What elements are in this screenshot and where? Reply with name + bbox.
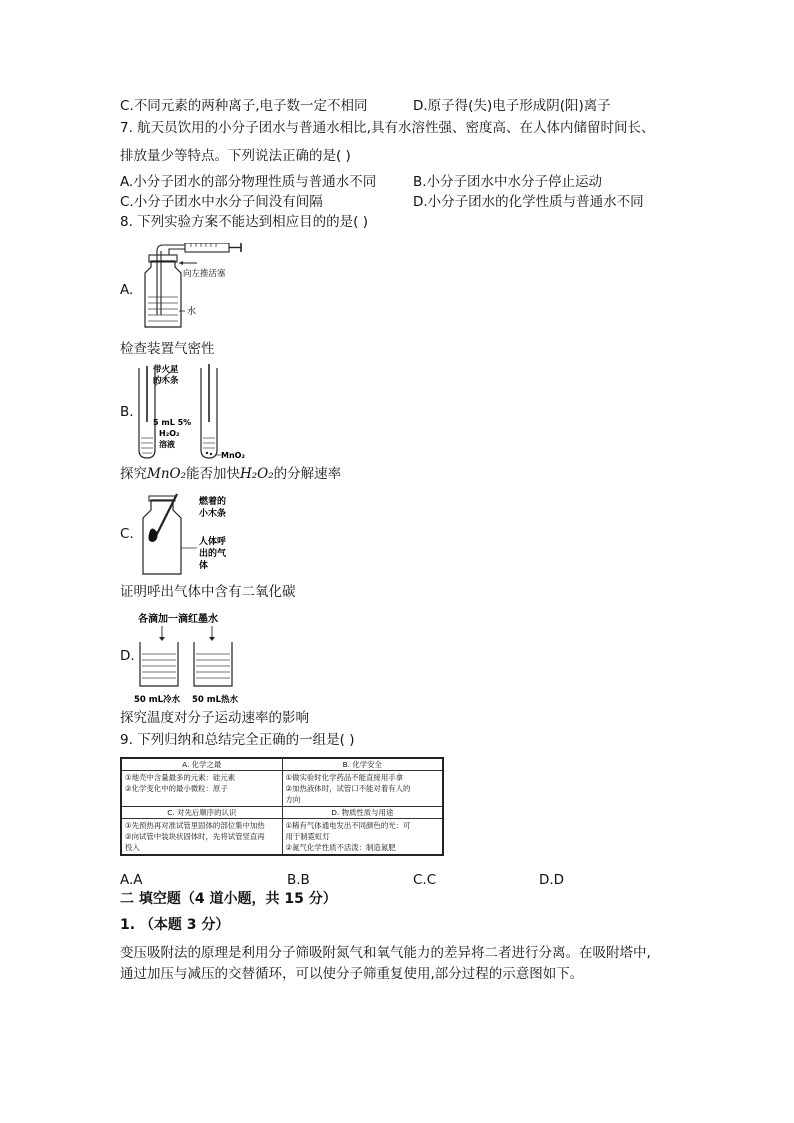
q7-option-c: C.小分子团水中水分子间没有间隔	[120, 194, 323, 210]
q9-stem: 9. 下列归纳和总结完全正确的一组是( )	[120, 732, 355, 748]
solution-label-line2: H₂O₂	[159, 429, 180, 438]
q8-option-a-letter: A.	[120, 282, 134, 298]
q9-summary-table	[120, 757, 444, 856]
q7-option-d: D.小分子团水的化学性质与普通水不同	[413, 194, 644, 210]
splint-label-line1: 带火星	[153, 365, 179, 375]
table-row	[121, 758, 443, 771]
q1-heading: 1. （本题 3 分）	[120, 917, 230, 933]
solution-label-line1: 5 mL 5%	[153, 418, 192, 427]
table-cell-d: ①稀有气体通电发出不同颜色的光：可 用于制霓虹灯 ②氮气化学性质不活泼：制造氮肥	[282, 819, 443, 856]
q9-option-d: D.D	[539, 872, 565, 888]
q6-option-d: D.原子得(失)电子形成阴(阳)离子	[413, 98, 611, 114]
table-row	[121, 807, 443, 819]
h2o2-decomposition-figure	[135, 362, 245, 462]
splint-label-line2: 的木条	[153, 376, 179, 386]
burning-stick-label-line1: 燃着的	[199, 497, 227, 507]
q1-text-line1: 变压吸附法的原理是利用分子筛吸附氮气和氧气能力的差异将二者进行分离。在吸附塔中,	[120, 945, 651, 961]
q9-option-a: A.A	[120, 872, 143, 888]
table-cell-b: ①做实验时化学药品不能直接用手拿 ②加热液体时，试管口不能对着有人的 方向	[282, 771, 443, 807]
q7-option-b: B.小分子团水中水分子停止运动	[413, 174, 603, 190]
q8-option-d-letter: D.	[120, 648, 135, 664]
exhaled-gas-label-line3: 体	[199, 561, 209, 571]
cold-water-label: 50 mL冷水	[134, 695, 181, 705]
table-row	[121, 771, 443, 807]
q7-stem-line1: 7. 航天员饮用的小分子团水与普通水相比,具有水溶性强、密度高、在人体内储留时间长、	[120, 120, 655, 136]
table-row	[121, 819, 443, 856]
burning-stick-label-line2: 小木条	[199, 509, 227, 519]
q7-stem-line2: 排放量少等特点。下列说法正确的是( )	[120, 148, 351, 164]
mno2-label: MnO₂	[221, 451, 245, 460]
add-ink-label: 各滴加一滴红墨水	[138, 614, 218, 625]
q9-option-c: C.C	[413, 872, 437, 888]
table-cell-a: ①地壳中含量最多的元素：硅元素 ②化学变化中的最小微粒：原子	[121, 771, 282, 807]
ink-diffusion-figure	[132, 610, 252, 706]
hot-water-label: 50 mL热水	[192, 695, 239, 705]
table-head-a: A. 化学之最	[121, 758, 282, 771]
table-head-c: C. 对先后顺序的认识	[121, 807, 282, 819]
q8-option-a-caption: 检查装置气密性	[120, 341, 215, 357]
q8-stem: 8. 下列实验方案不能达到相应目的的是( )	[120, 214, 368, 230]
q8-option-b-caption: 探究MnO₂能否加快H₂O₂的分解速率	[120, 466, 342, 482]
section-title: 二 填空题（4 道小题，共 15 分）	[120, 891, 337, 907]
exhaled-gas-label-line2: 出的气	[199, 549, 227, 559]
table-head-b: B. 化学安全	[282, 758, 443, 771]
table-head-d: D. 物质性质与用途	[282, 807, 443, 819]
push-piston-label: 向左推活塞	[183, 269, 226, 279]
exhaled-gas-label-line1: 人体呼	[199, 537, 227, 547]
q8-option-c-letter: C.	[120, 526, 134, 542]
q8-option-c-caption: 证明呼出气体中含有二氧化碳	[120, 584, 296, 600]
q6-option-c: C.不同元素的两种离子,电子数一定不相同	[120, 98, 368, 114]
solution-label-line3: 溶液	[159, 440, 175, 449]
q7-option-a: A.小分子团水的部分物理性质与普通水不同	[120, 174, 377, 190]
q9-option-b: B.B	[287, 872, 310, 888]
water-label: 水	[187, 307, 197, 317]
q8-option-d-caption: 探究温度对分子运动速率的影响	[120, 710, 309, 726]
q8-option-b-letter: B.	[120, 404, 134, 420]
table-cell-c: ①先预热再对准试管里固体的部位集中加热 ②向试管中装块状固体时，先将试管竖直再 投入	[121, 819, 282, 856]
exhaled-gas-figure	[135, 492, 265, 578]
airtightness-apparatus-figure	[133, 243, 253, 331]
q1-text-line2: 通过加压与减压的交替循环，可以使分子筛重复使用,部分过程的示意图如下。	[120, 966, 584, 982]
